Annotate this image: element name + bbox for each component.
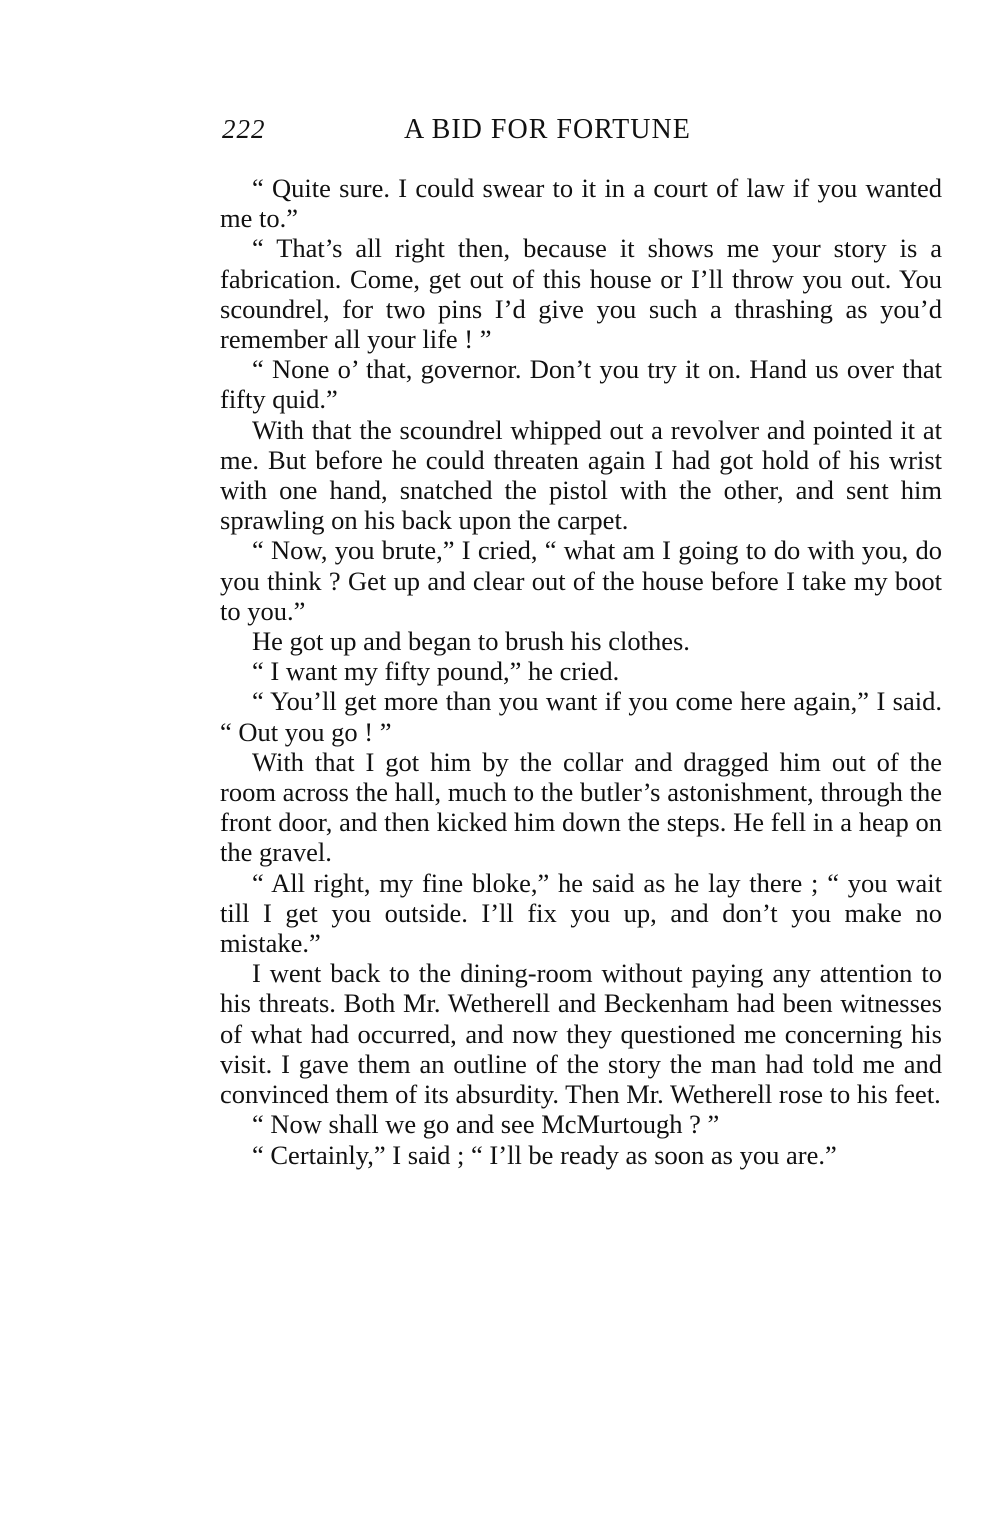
paragraph: “ You’ll get more than you want if you come here again,” I said. “ Out you go ! ”: [220, 686, 942, 747]
paragraph: “ That’s all right then, because it shows me your story is a fabrication. Come, get out of this house or I’ll throw you out. You scoundrel, for two pins I’d give you such a thrashing as you’d remember all your life ! ”: [220, 233, 942, 355]
page-number: 222: [222, 114, 266, 144]
page-header: [220, 114, 942, 154]
running-title: A BID FOR FORTUNE: [404, 114, 691, 145]
paragraph: “ Now, you brute,” I cried, “ what am I going to do with you, do you think ? Get up and clear out of the house before I take my boot to you.”: [220, 535, 942, 626]
paragraph: “ None o’ that, governor. Don’t you try it on. Hand us over that fifty quid.”: [220, 354, 942, 415]
paragraph: “ All right, my fine bloke,” he said as he lay there ; “ you wait till I get you outside. I’ll fix you up, and don’t you make no mistake.”: [220, 867, 942, 959]
paragraph: With that I got him by the collar and dragged him out of the room across the hall, much to the butler’s astonishment, through the front door, and then kicked him down the steps. He fell in a heap on the gravel.: [220, 746, 942, 868]
body-text: [220, 173, 942, 1170]
paragraph: With that the scoundrel whipped out a revolver and pointed it at me. But before he could threaten again I had got hold of his wrist with one hand, snatched the pistol with the other, and sent him sprawling on his back upon the carpet.: [220, 414, 942, 536]
paragraph: “ Now shall we go and see McMurtough ? ”: [252, 1109, 720, 1140]
paragraph: “ Certainly,” I said ; “ I’ll be ready as soon as you are.”: [252, 1139, 837, 1170]
paragraph: “ I want my fifty pound,” he cried.: [252, 656, 620, 687]
paragraph: He got up and began to brush his clothes.: [252, 626, 690, 657]
paragraph: I went back to the dining-room without paying any attention to his threats. Both Mr. Wetherell and Beckenham had been witnesses of what had occurred, and now they questioned me concerning his visit. I gave them an outline of the story the man had told me and convinced them of its absurdity. Then Mr. Wetherell rose to his feet.: [220, 958, 942, 1110]
paragraph: “ Quite sure. I could swear to it in a court of law if you wanted me to.”: [220, 173, 942, 234]
